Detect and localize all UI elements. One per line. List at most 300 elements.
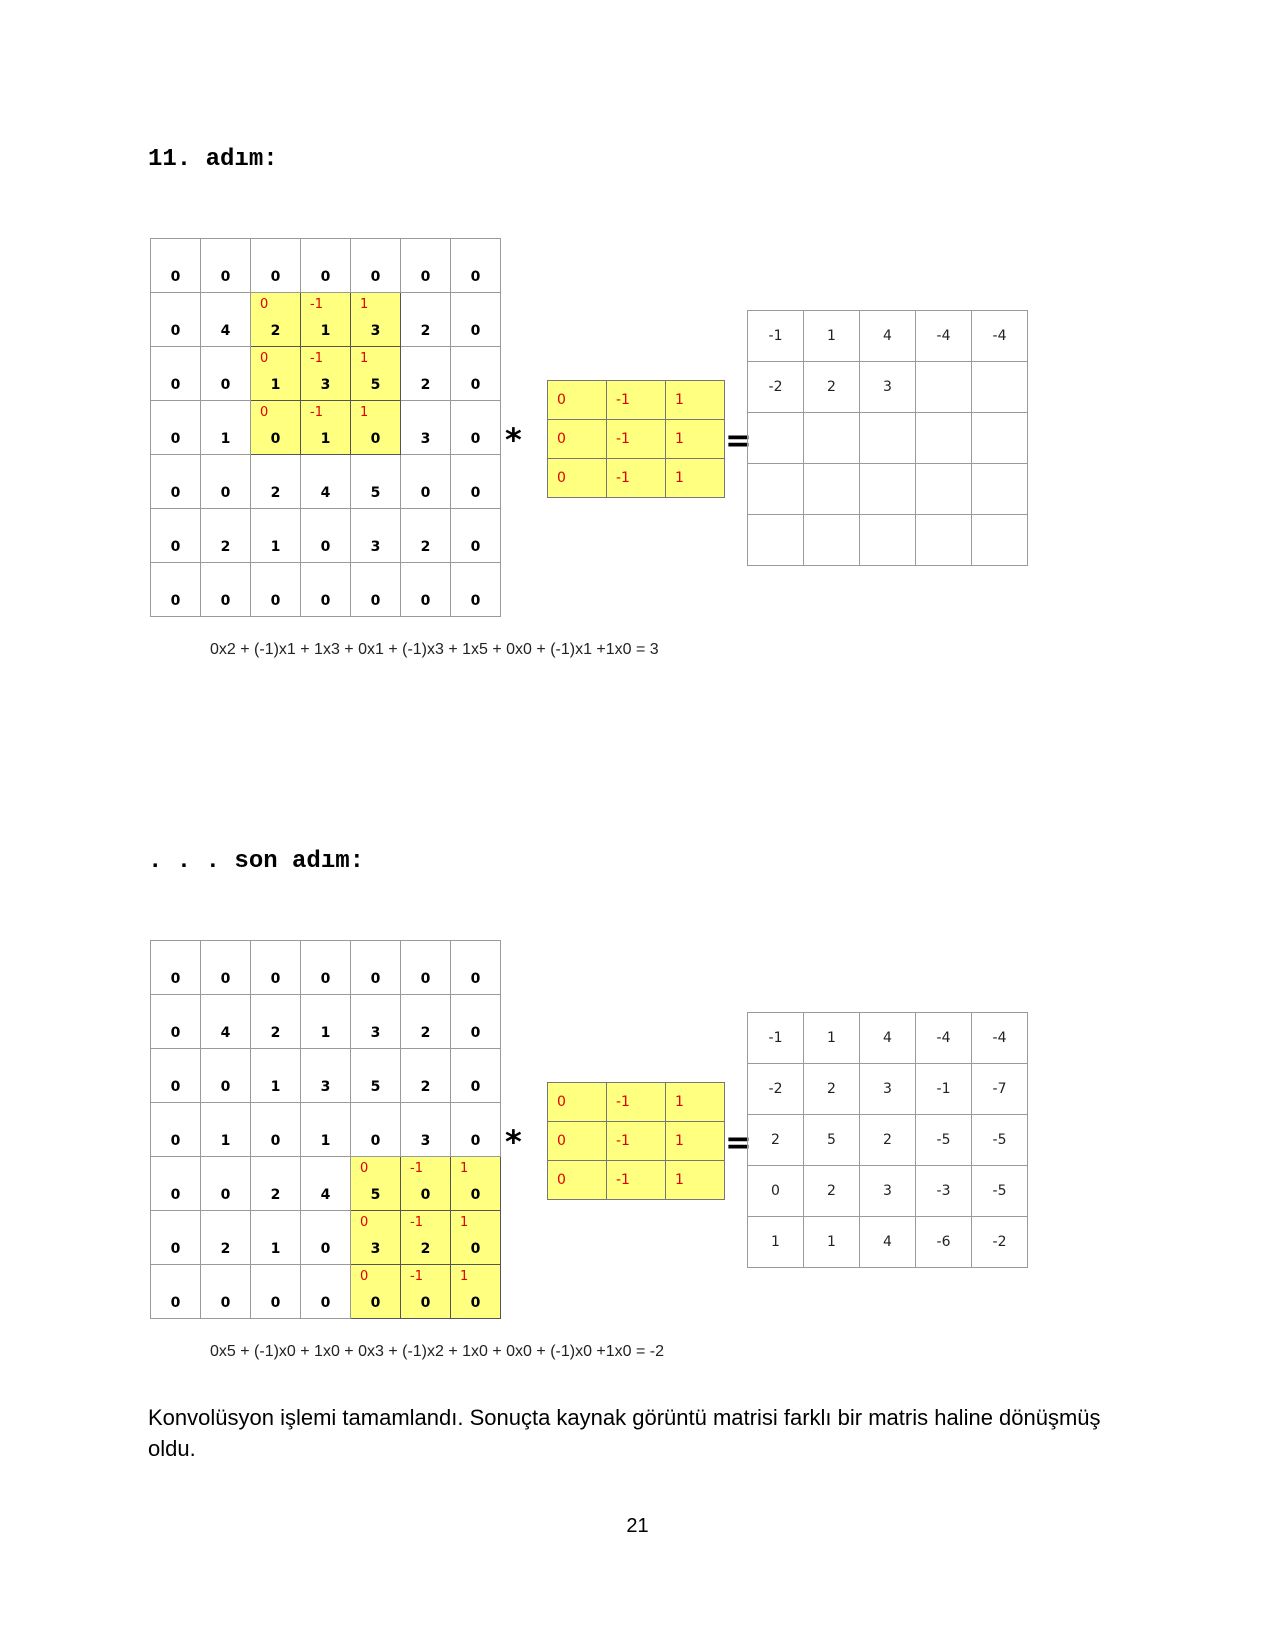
kernel-cell: 1: [666, 1161, 725, 1200]
output-matrix: [747, 1012, 1028, 1268]
matrix-row: [151, 941, 501, 995]
kernel-cell: 1: [666, 459, 725, 498]
output-cell: 1: [748, 1217, 804, 1268]
cell-value: 4: [220, 323, 231, 339]
kernel-weight-label: 0: [360, 1269, 369, 1284]
matrix-cell: [351, 293, 401, 347]
output-cell: [804, 515, 860, 566]
kernel-weight-label: 1: [460, 1161, 469, 1176]
output-cell: 1: [804, 1217, 860, 1268]
cell-value: 4: [320, 485, 331, 501]
output-cell: 2: [860, 1115, 916, 1166]
cell-value: 0: [220, 377, 231, 393]
cell-value: 2: [420, 377, 431, 393]
cell-value: 2: [220, 1241, 231, 1257]
cell-value: 0: [370, 269, 381, 285]
kernel-matrix: [547, 1082, 725, 1200]
matrix-row: [748, 1115, 1028, 1166]
cell-value: 0: [170, 323, 181, 339]
cell-value: 0: [270, 971, 281, 987]
matrix-cell: [151, 1049, 201, 1103]
output-cell: 4: [860, 1217, 916, 1268]
calculation-formula: 0x2 + (-1)x1 + 1x3 + 0x1 + (-1)x3 + 1x5 + 0x0 + (-1)x1 +1x0 = 3: [210, 641, 659, 658]
matrix-cell: [151, 1265, 201, 1319]
matrix-row: [151, 1157, 501, 1211]
matrix-cell: [401, 941, 451, 995]
kernel-weight-label: -1: [410, 1161, 423, 1176]
cell-value: 2: [420, 539, 431, 555]
cell-value: 0: [270, 593, 281, 609]
matrix-cell: [151, 401, 201, 455]
cell-value: 0: [170, 377, 181, 393]
cell-value: 0: [220, 593, 231, 609]
matrix-cell: [251, 995, 301, 1049]
cell-value: 5: [370, 1187, 381, 1203]
matrix-cell: [451, 401, 501, 455]
kernel-cell: 0: [548, 1122, 607, 1161]
kernel-weight-label: 1: [360, 297, 369, 312]
convolution-operator: *: [505, 1123, 522, 1161]
cell-value: 0: [170, 269, 181, 285]
output-cell: 5: [804, 1115, 860, 1166]
matrix-cell: [251, 1211, 301, 1265]
output-cell: 2: [804, 1064, 860, 1115]
output-cell: 3: [860, 362, 916, 413]
matrix-cell: [251, 1103, 301, 1157]
matrix-row: [151, 1103, 501, 1157]
cell-value: 0: [420, 1295, 431, 1311]
matrix-cell: [151, 941, 201, 995]
matrix-cell: [301, 995, 351, 1049]
matrix-row: [151, 239, 501, 293]
matrix-cell: [151, 1103, 201, 1157]
matrix-cell: [201, 1157, 251, 1211]
output-cell: 3: [860, 1064, 916, 1115]
matrix-row: [748, 464, 1028, 515]
matrix-cell: [451, 1103, 501, 1157]
matrix-cell: [451, 347, 501, 401]
matrix-cell: [401, 1049, 451, 1103]
matrix-cell: [401, 293, 451, 347]
cell-value: 2: [270, 323, 281, 339]
cell-value: 0: [470, 971, 481, 987]
matrix-cell: [351, 941, 401, 995]
cell-value: 0: [420, 1187, 431, 1203]
kernel-weight-label: -1: [410, 1215, 423, 1230]
equals-sign: =: [725, 421, 752, 459]
matrix-cell: [201, 563, 251, 617]
matrix-cell: [251, 347, 301, 401]
cell-value: 0: [470, 1295, 481, 1311]
kernel-weight-label: 1: [460, 1215, 469, 1230]
cell-value: 0: [170, 485, 181, 501]
convolution-figure: [150, 940, 1050, 1370]
kernel-cell: -1: [607, 420, 666, 459]
output-cell: -1: [916, 1064, 972, 1115]
calculation-formula: 0x5 + (-1)x0 + 1x0 + 0x3 + (-1)x2 + 1x0 + 0x0 + (-1)x0 +1x0 = -2: [210, 1343, 665, 1360]
matrix-cell: [201, 347, 251, 401]
input-matrix: [150, 238, 501, 617]
matrix-cell: [251, 455, 301, 509]
cell-value: 3: [320, 377, 331, 393]
convolution-figure: [150, 238, 1050, 668]
output-cell: [748, 464, 804, 515]
matrix-cell: [301, 1103, 351, 1157]
matrix-cell: [401, 401, 451, 455]
matrix-cell: [151, 563, 201, 617]
matrix-cell: [201, 941, 251, 995]
output-cell: [916, 464, 972, 515]
section-heading-step-11: 11. adım:: [148, 146, 278, 173]
matrix-cell: [401, 455, 451, 509]
matrix-cell: [351, 239, 401, 293]
kernel-cell: 0: [548, 1083, 607, 1122]
matrix-cell: [351, 1103, 401, 1157]
matrix-cell: [401, 1103, 451, 1157]
cell-value: 2: [420, 323, 431, 339]
output-cell: 0: [748, 1166, 804, 1217]
matrix-row: [151, 995, 501, 1049]
output-cell: -4: [916, 311, 972, 362]
matrix-cell: [201, 995, 251, 1049]
matrix-cell: [351, 1265, 401, 1319]
matrix-cell: [401, 239, 451, 293]
cell-value: 0: [220, 269, 231, 285]
matrix-cell: [151, 293, 201, 347]
matrix-cell: [301, 347, 351, 401]
cell-value: 0: [470, 323, 481, 339]
matrix-cell: [301, 239, 351, 293]
matrix-cell: [451, 1211, 501, 1265]
page-number: 21: [626, 1515, 649, 1537]
cell-value: 0: [370, 593, 381, 609]
cell-value: 0: [170, 1025, 181, 1041]
cell-value: 0: [420, 269, 431, 285]
matrix-cell: [351, 455, 401, 509]
cell-value: 0: [170, 1079, 181, 1095]
output-cell: -1: [748, 311, 804, 362]
cell-value: 2: [420, 1079, 431, 1095]
kernel-cell: 0: [548, 459, 607, 498]
matrix-cell: [301, 1049, 351, 1103]
kernel-weight-label: 0: [260, 405, 269, 420]
cell-value: 0: [270, 431, 281, 447]
cell-value: 5: [370, 377, 381, 393]
cell-value: 0: [470, 377, 481, 393]
cell-value: 3: [370, 1241, 381, 1257]
cell-value: 1: [320, 1025, 331, 1041]
kernel-weight-label: 1: [360, 351, 369, 366]
cell-value: 1: [220, 1133, 231, 1149]
kernel-cell: 1: [666, 420, 725, 459]
matrix-cell: [401, 347, 451, 401]
matrix-cell: [451, 941, 501, 995]
cell-value: 0: [470, 1133, 481, 1149]
output-cell: 1: [804, 1013, 860, 1064]
matrix-cell: [451, 1049, 501, 1103]
matrix-cell: [351, 401, 401, 455]
output-cell: [804, 464, 860, 515]
kernel-cell: -1: [607, 1161, 666, 1200]
matrix-row: [548, 1083, 725, 1122]
cell-value: 0: [170, 1187, 181, 1203]
matrix-cell: [451, 239, 501, 293]
cell-value: 0: [470, 485, 481, 501]
matrix-cell: [151, 455, 201, 509]
matrix-cell: [251, 1157, 301, 1211]
matrix-cell: [151, 1157, 201, 1211]
matrix-row: [151, 347, 501, 401]
cell-value: 0: [170, 539, 181, 555]
cell-value: 3: [370, 323, 381, 339]
matrix-cell: [251, 1049, 301, 1103]
cell-value: 0: [470, 539, 481, 555]
matrix-cell: [251, 293, 301, 347]
matrix-row: [548, 1122, 725, 1161]
cell-value: 0: [470, 1187, 481, 1203]
matrix-cell: [351, 347, 401, 401]
cell-value: 1: [270, 377, 281, 393]
output-cell: -2: [748, 1064, 804, 1115]
matrix-row: [748, 1064, 1028, 1115]
matrix-cell: [401, 509, 451, 563]
kernel-weight-label: 0: [260, 351, 269, 366]
output-cell: -4: [916, 1013, 972, 1064]
matrix-row: [151, 1211, 501, 1265]
kernel-cell: -1: [607, 459, 666, 498]
matrix-cell: [201, 239, 251, 293]
cell-value: 0: [370, 971, 381, 987]
matrix-cell: [301, 941, 351, 995]
cell-value: 0: [320, 539, 331, 555]
matrix-cell: [301, 1157, 351, 1211]
kernel-cell: 0: [548, 420, 607, 459]
matrix-cell: [201, 455, 251, 509]
output-cell: [860, 515, 916, 566]
cell-value: 2: [420, 1025, 431, 1041]
cell-value: 1: [320, 323, 331, 339]
section-heading-final-step: . . . son adım:: [148, 848, 365, 875]
output-cell: 4: [860, 1013, 916, 1064]
kernel-weight-label: -1: [310, 351, 323, 366]
output-cell: 2: [804, 1166, 860, 1217]
cell-value: 0: [320, 269, 331, 285]
matrix-row: [748, 1166, 1028, 1217]
matrix-row: [748, 515, 1028, 566]
output-cell: -5: [972, 1115, 1028, 1166]
kernel-weight-label: 0: [360, 1215, 369, 1230]
matrix-cell: [351, 509, 401, 563]
kernel-cell: -1: [607, 1083, 666, 1122]
output-cell: [972, 362, 1028, 413]
cell-value: 4: [220, 1025, 231, 1041]
matrix-cell: [151, 995, 201, 1049]
output-cell: [748, 515, 804, 566]
cell-value: 0: [420, 971, 431, 987]
output-cell: 3: [860, 1166, 916, 1217]
kernel-weight-label: -1: [310, 405, 323, 420]
kernel-weight-label: 1: [460, 1269, 469, 1284]
matrix-cell: [401, 995, 451, 1049]
cell-value: 1: [320, 1133, 331, 1149]
matrix-cell: [151, 1211, 201, 1265]
cell-value: 0: [170, 1133, 181, 1149]
matrix-row: [748, 1013, 1028, 1064]
cell-value: 2: [220, 539, 231, 555]
cell-value: 0: [270, 269, 281, 285]
output-cell: -4: [972, 1013, 1028, 1064]
matrix-cell: [201, 1211, 251, 1265]
matrix-row: [151, 293, 501, 347]
output-cell: -7: [972, 1064, 1028, 1115]
matrix-cell: [451, 1265, 501, 1319]
output-cell: 2: [804, 362, 860, 413]
cell-value: 0: [170, 593, 181, 609]
output-cell: -3: [916, 1166, 972, 1217]
matrix-row: [151, 509, 501, 563]
matrix-cell: [201, 1049, 251, 1103]
kernel-cell: 1: [666, 1122, 725, 1161]
output-cell: -5: [916, 1115, 972, 1166]
cell-value: 3: [320, 1079, 331, 1095]
matrix-cell: [301, 401, 351, 455]
cell-value: 0: [270, 1133, 281, 1149]
matrix-cell: [401, 1157, 451, 1211]
cell-value: 5: [370, 485, 381, 501]
output-cell: [972, 464, 1028, 515]
matrix-cell: [151, 347, 201, 401]
cell-value: 0: [420, 485, 431, 501]
matrix-cell: [251, 563, 301, 617]
kernel-weight-label: 0: [260, 297, 269, 312]
output-cell: [972, 515, 1028, 566]
matrix-cell: [251, 941, 301, 995]
matrix-row: [151, 401, 501, 455]
kernel-cell: -1: [607, 381, 666, 420]
output-cell: [916, 413, 972, 464]
matrix-row: [151, 1265, 501, 1319]
cell-value: 1: [220, 431, 231, 447]
cell-value: 0: [170, 971, 181, 987]
output-cell: -2: [972, 1217, 1028, 1268]
output-cell: [860, 413, 916, 464]
matrix-row: [548, 1161, 725, 1200]
matrix-cell: [151, 509, 201, 563]
matrix-cell: [351, 1049, 401, 1103]
matrix-cell: [351, 995, 401, 1049]
convolution-operator: *: [505, 421, 522, 459]
kernel-cell: 1: [666, 381, 725, 420]
cell-value: 4: [320, 1187, 331, 1203]
output-cell: 2: [748, 1115, 804, 1166]
matrix-cell: [251, 509, 301, 563]
cell-value: 0: [370, 1295, 381, 1311]
output-cell: [972, 413, 1028, 464]
matrix-cell: [251, 1265, 301, 1319]
cell-value: 0: [470, 269, 481, 285]
kernel-weight-label: -1: [310, 297, 323, 312]
matrix-cell: [301, 293, 351, 347]
matrix-cell: [301, 563, 351, 617]
matrix-cell: [201, 401, 251, 455]
cell-value: 3: [420, 1133, 431, 1149]
matrix-row: [748, 311, 1028, 362]
kernel-cell: -1: [607, 1122, 666, 1161]
cell-value: 1: [270, 1079, 281, 1095]
matrix-cell: [201, 509, 251, 563]
cell-value: 0: [370, 431, 381, 447]
matrix-cell: [451, 293, 501, 347]
matrix-cell: [451, 563, 501, 617]
output-cell: -5: [972, 1166, 1028, 1217]
conclusion-paragraph: Konvolüsyon işlemi tamamlandı. Sonuçta kaynak görüntü matrisi farklı bir matris haline dönüşmüş oldu.: [148, 1405, 1101, 1461]
matrix-cell: [201, 1265, 251, 1319]
cell-value: 0: [470, 1079, 481, 1095]
output-matrix: [747, 310, 1028, 566]
matrix-row: [151, 455, 501, 509]
cell-value: 1: [320, 431, 331, 447]
matrix-cell: [301, 455, 351, 509]
matrix-row: [748, 362, 1028, 413]
matrix-row: [548, 459, 725, 498]
matrix-row: [548, 420, 725, 459]
cell-value: 5: [370, 1079, 381, 1095]
matrix-cell: [401, 1211, 451, 1265]
cell-value: 0: [320, 1241, 331, 1257]
cell-value: 3: [370, 539, 381, 555]
matrix-row: [748, 413, 1028, 464]
matrix-cell: [151, 239, 201, 293]
cell-value: 0: [470, 593, 481, 609]
cell-value: 0: [220, 1079, 231, 1095]
matrix-cell: [301, 1211, 351, 1265]
matrix-cell: [451, 455, 501, 509]
matrix-row: [548, 381, 725, 420]
output-cell: -4: [972, 311, 1028, 362]
cell-value: 0: [320, 1295, 331, 1311]
matrix-cell: [201, 293, 251, 347]
output-cell: [916, 515, 972, 566]
kernel-cell: 0: [548, 1161, 607, 1200]
kernel-weight-label: -1: [410, 1269, 423, 1284]
cell-value: 3: [370, 1025, 381, 1041]
cell-value: 1: [270, 1241, 281, 1257]
matrix-row: [151, 563, 501, 617]
matrix-cell: [251, 239, 301, 293]
cell-value: 2: [270, 1187, 281, 1203]
equals-sign: =: [725, 1123, 752, 1161]
cell-value: 0: [270, 1295, 281, 1311]
output-cell: 4: [860, 311, 916, 362]
matrix-cell: [451, 1157, 501, 1211]
kernel-weight-label: 1: [360, 405, 369, 420]
matrix-cell: [401, 563, 451, 617]
cell-value: 0: [470, 1025, 481, 1041]
cell-value: 0: [470, 431, 481, 447]
output-cell: [748, 413, 804, 464]
output-cell: -2: [748, 362, 804, 413]
cell-value: 2: [270, 485, 281, 501]
cell-value: 0: [370, 1133, 381, 1149]
input-matrix: [150, 940, 501, 1319]
matrix-cell: [401, 1265, 451, 1319]
matrix-cell: [451, 995, 501, 1049]
matrix-row: [748, 1217, 1028, 1268]
cell-value: 0: [170, 1241, 181, 1257]
cell-value: 0: [320, 971, 331, 987]
matrix-cell: [251, 401, 301, 455]
matrix-cell: [351, 1157, 401, 1211]
